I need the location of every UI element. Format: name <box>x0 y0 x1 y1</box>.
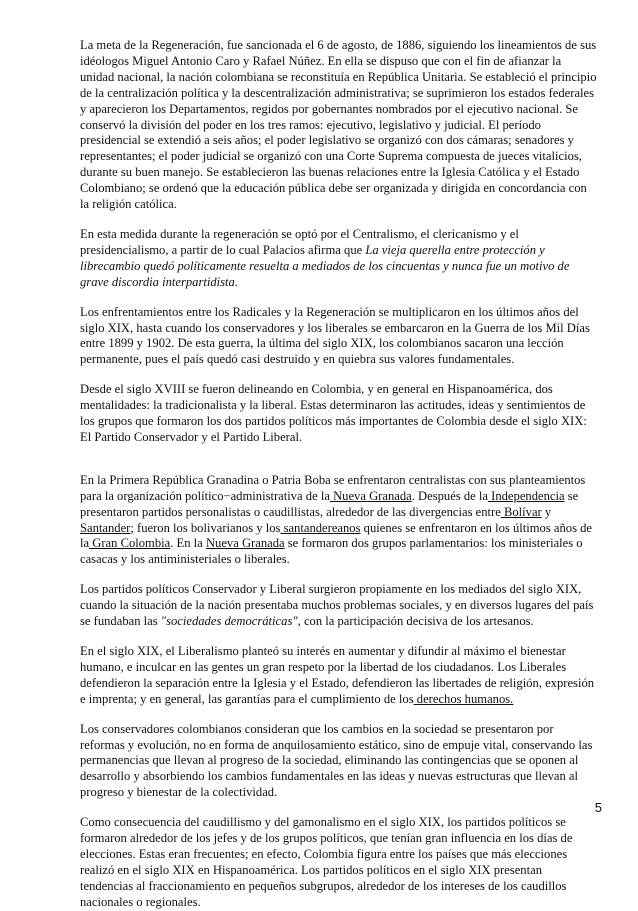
paragraph-text: En esta medida durante la regeneración se optó por el Centralismo, el clericanismo y el presidencialismo, a partir de lo cual Palacios afirma que <box>80 226 519 257</box>
paragraph-text: se presentaron partidos personalistas o caudillistas, alrededor de las divergencias entre <box>80 488 579 519</box>
paragraph-text: y <box>541 504 552 519</box>
paragraph-centralismo <box>80 227 598 291</box>
link-santander[interactable]: Santander <box>80 520 131 535</box>
paragraph-text: se formaron dos grupos parlamentarios: los ministeriales o casacas y los antiministeriales o liberales. <box>80 536 583 567</box>
paragraph-text: . Después de la <box>411 488 488 503</box>
palacios-quote: La vieja querella entre protección y librecambio quedó políticamente resuelta a mediados de los cincuentas y nunca fue un motivo de grave discordia interpartidista. <box>80 242 570 289</box>
paragraph-text: , con la participación decisiva de los artesanos. <box>297 614 534 629</box>
paragraph-mentalidades: Desde el siglo XVIII se fueron delineando en Colombia, y en general en Hispanoamérica, dos mentalidades: la tradicionalista y la liberal. Estas determinaron las actitudes, ideas y sentimientos de los grupos que formaron los dos partidos políticos más importantes de Colombia desde el siglo XIX: El Partido Conservador y el Partido Liberal. <box>80 382 587 444</box>
link-derechos-humanos[interactable]: derechos humanos. <box>413 691 514 706</box>
paragraph-patria-boba <box>80 473 598 568</box>
paragraph-conservadores: Los conservadores colombianos consideran que los cambios en la sociedad se presentaron por reformas y evolución, no en forma de anquilosamiento estático, sino de empuje vital, conservando las permanencias que llevan al progreso de la sociedad, eliminando las contingencias que se oponen al desarrollo y absorbiendo los cambios fundamentales en las ideas y nuevas estructuras que llevan al progreso y bienestar de la colectividad. <box>80 721 593 800</box>
paragraph-caudillismo: Como consecuencia del caudillismo y del gamonalismo en el siglo XIX, los partidos políticos se formaron alrededor de los jefes y de los grupos políticos, que tenían gran influencia en los días de elecciones. Estas eran frecuentes; en efecto, Colombia figura entre los países que más elecciones realizó en el siglo XIX en Hispanoamérica. Los partidos políticos en el siglo XIX presentan tendencias al fraccionamiento en pequeños subgrupos, alrededor de los intereses de los caudillos nacionales o regionales. <box>80 815 573 909</box>
link-gran-colombia[interactable]: Gran Colombia <box>89 536 171 551</box>
sociedades-quote: "sociedades democráticas" <box>160 614 298 629</box>
paragraph-text: ; fueron los bolivarianos y los <box>130 520 281 535</box>
paragraph-text: En el siglo XIX, el Liberalismo planteó su interés en aumentar y difundir al máximo el bienestar humano, e inculcar en las gentes un gran respeto por la libertad de los ciudadanos. Los Liberales defendieron la separación entre la Iglesia y el Estado, defendieron las libertades de religión, expresión e imprenta; y en general, las garantías para el cumplimiento de los <box>80 644 595 706</box>
page-number: 5 <box>594 800 602 815</box>
paragraph-regeneracion: La meta de la Regeneración, fue sancionada el 6 de agosto, de 1886, siguiendo los lineamientos de sus idéologos Miguel Antonio Caro y Rafael Núñez. En ella se dispuso que con el fin de afianzar la unidad nacional, la nación colombiana se reconstituía en República Unitaria. Se estableció el principio de la centralización política y la descentralización administrativa; se suprimieron los estados federales y aparecieron los Departamentos, regidos por gobernantes nombrados por el ejecutivo nacional. Se conservó la división del poder en los tres ramos: ejecutivo, legislativo y judicial. El período presidencial se extendió a seis años; el poder legislativo se organizó con dos cámaras; senadores y representantes; el poder judicial se organizó con una Corte Suprema compuesta de jueces vitalicios, durante su buen manejo. Se establecieron las buenas relaciones entre la Iglesia Católica y el Estado Colombiano; se ordenó que la educación pública debe ser organizada y dirigida en concordancia con la religión católica. <box>80 38 597 212</box>
paragraph-partidos-surgimiento <box>80 582 598 630</box>
link-independencia[interactable]: Independencia <box>488 488 565 503</box>
link-nueva-granada-2[interactable]: Nueva Granada <box>205 536 285 551</box>
paragraph-liberalismo <box>80 644 598 708</box>
link-nueva-granada[interactable]: Nueva Granada <box>329 488 412 503</box>
paragraph-text: . En la <box>170 536 206 551</box>
paragraph-text: En la Primera República Granadina o Patria Boba se enfrentaron centralistas con sus planteamientos para la organización político−administrativa de la <box>80 472 586 503</box>
paragraph-text: Los partidos políticos Conservador y Liberal surgieron propiamente en los mediados del siglo XIX, cuando la situación de la nación presentaba muchos problemas sociales, y en diversos lugares del país se fundaban las <box>80 582 594 629</box>
link-bolivar[interactable]: Bolívar <box>500 504 542 519</box>
paragraph-text: quienes se enfrentaron en los últimos años de la <box>80 520 593 551</box>
paragraph-guerra-mil-dias: Los enfrentamientos entre los Radicales y la Regeneración se multiplicaron en los últimos años del siglo XIX, hasta cuando los conservadores y los liberales se embarcaron en la Guerra de los Mil Días entre 1899 y 1902. De esta guerra, la última del siglo XIX, los colombianos sacaron una lección permanente, pues el país quedó casi destruido y en quiebra sus valores fundamentales. <box>80 304 590 367</box>
link-santandereanos[interactable]: santandereanos <box>280 520 361 535</box>
